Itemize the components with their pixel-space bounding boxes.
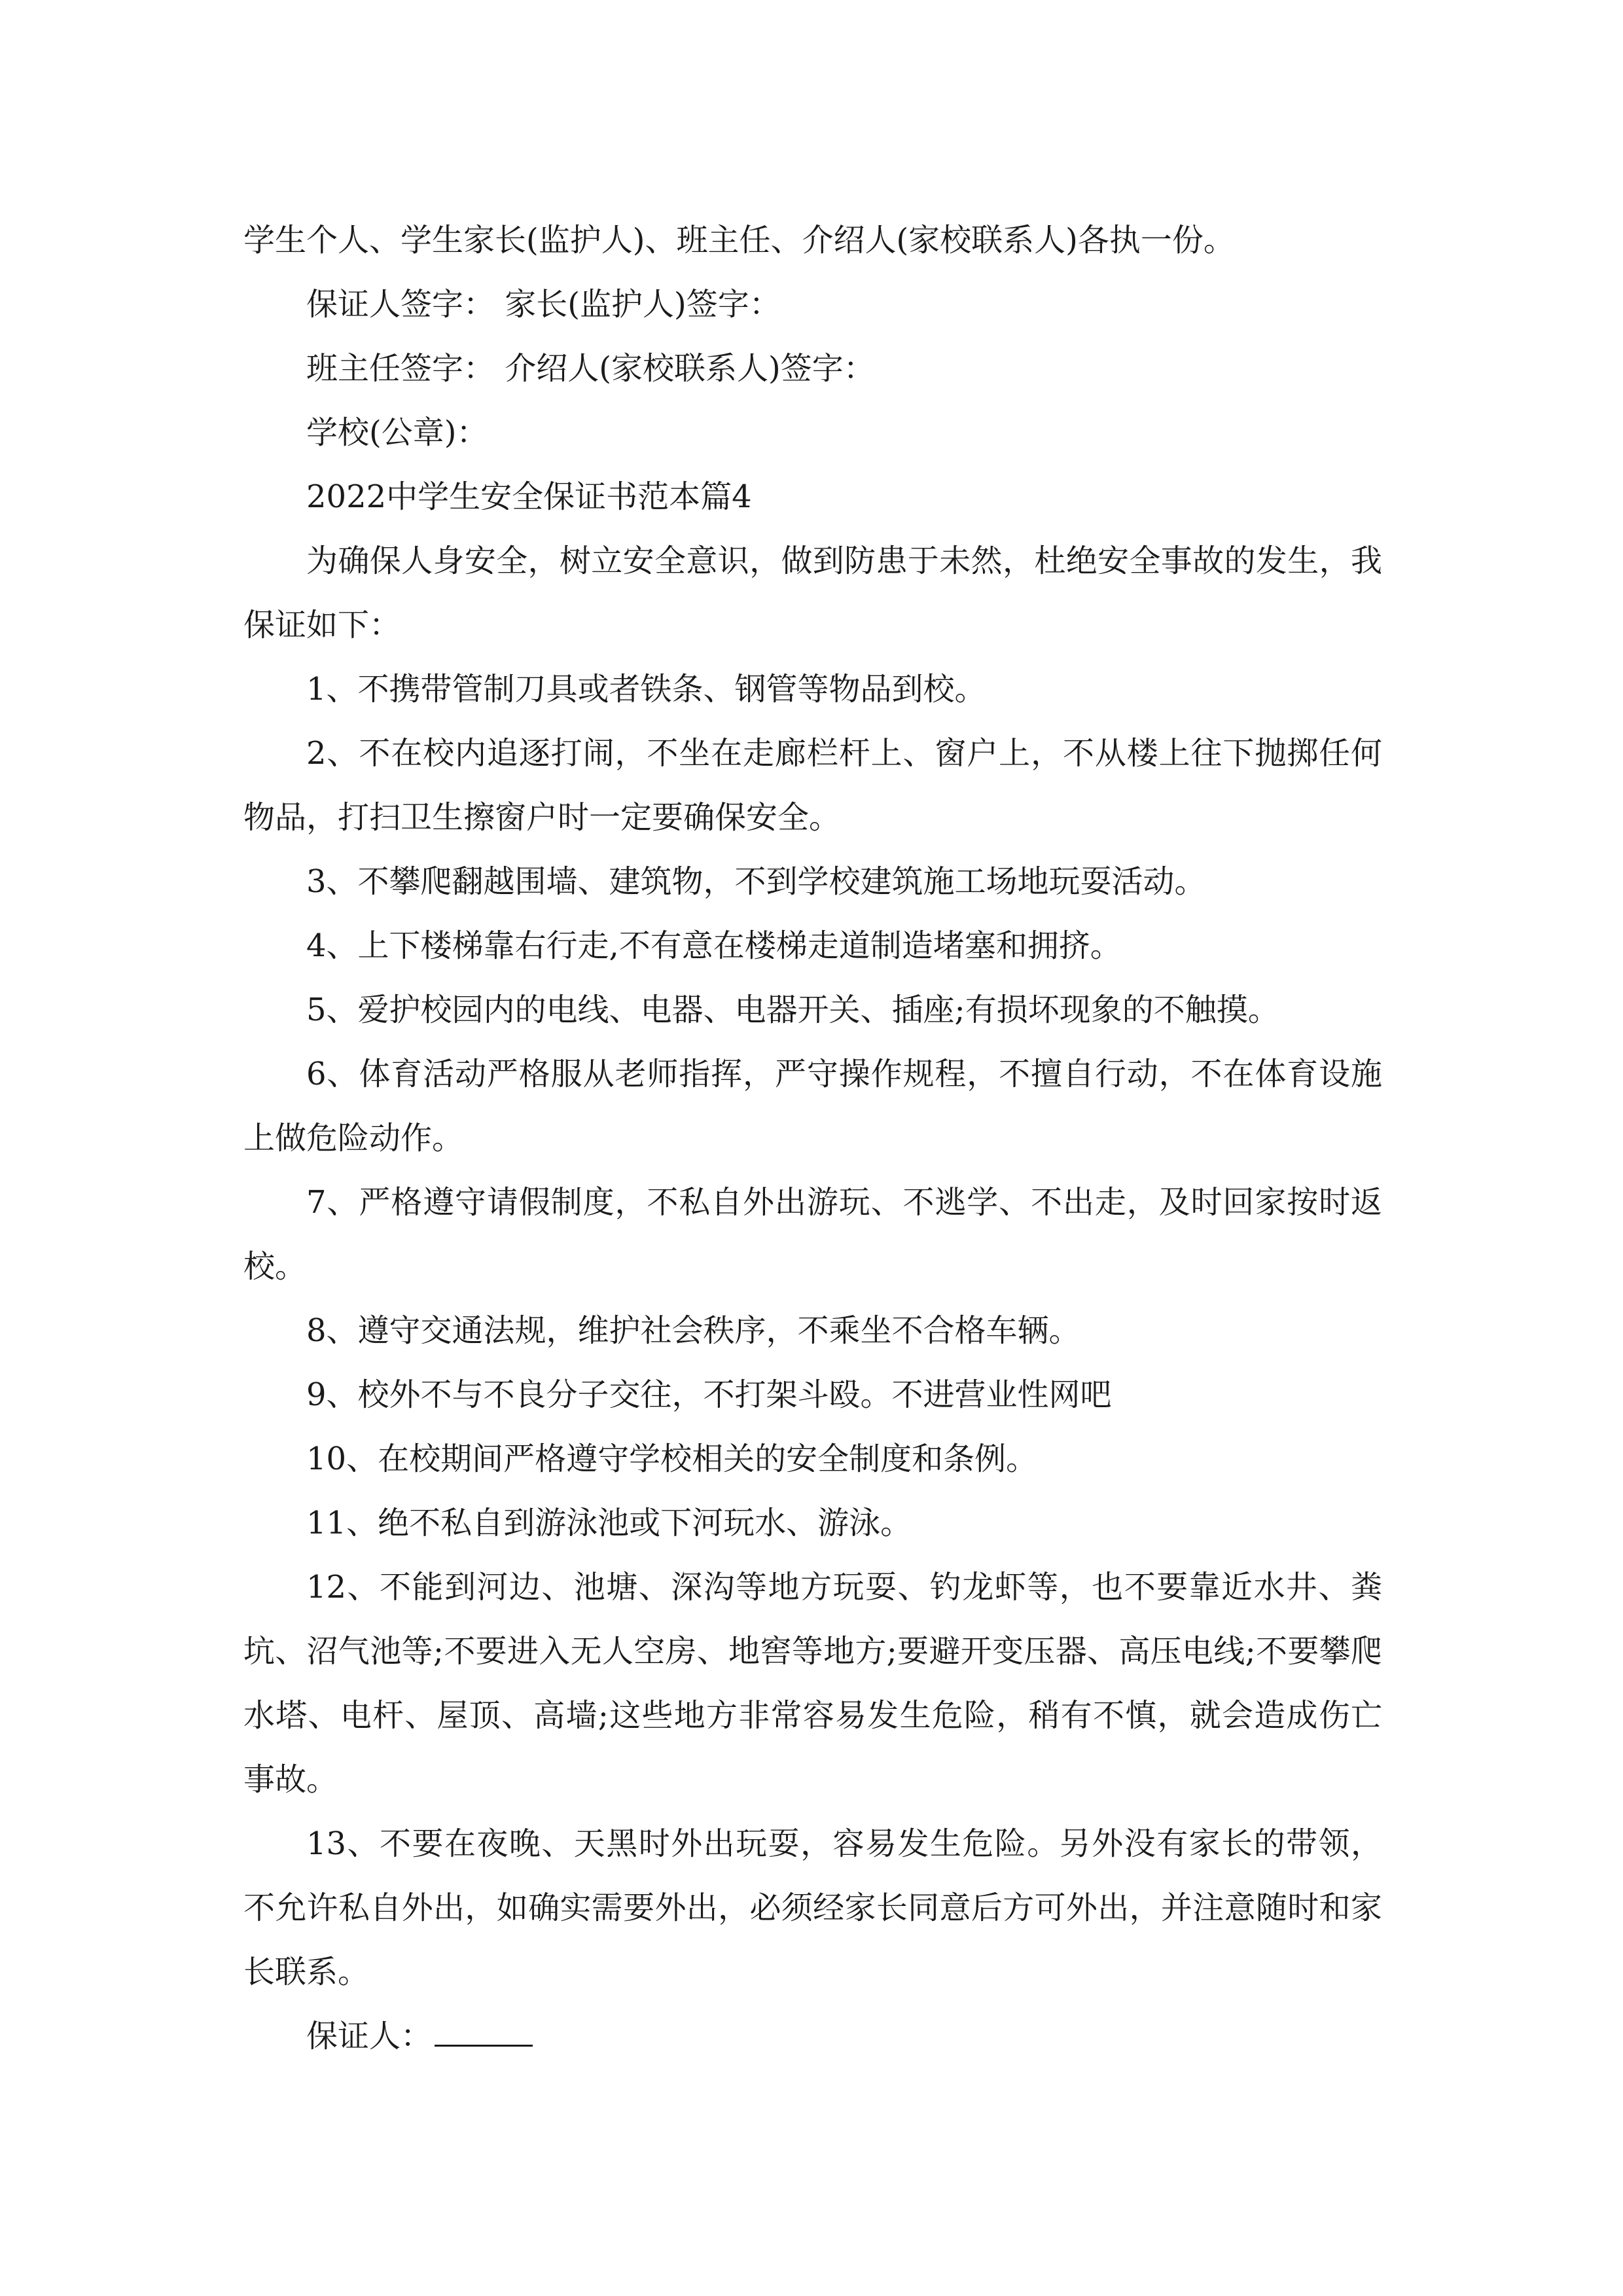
signature-line-school-seal: 学校(公章)： xyxy=(306,414,488,451)
list-item: 1、不携带管制刀具或者铁条、钢管等物品到校。 xyxy=(306,671,986,708)
list-item: 10、在校期间严格遵守学校相关的安全制度和条例。 xyxy=(306,1441,1038,1477)
list-item: 9、校外不与不良分子交往，不打架斗殴。不进营业性网吧 xyxy=(306,1376,1112,1413)
list-item: 11、绝不私自到游泳池或下河玩水、游泳。 xyxy=(306,1505,912,1541)
signature-line-teacher-introducer: 班主任签字： 介绍人(家校联系人)签字： xyxy=(306,350,875,387)
list-item: 7、严格遵守请假制度，不私自外出游玩、不逃学、不出走，及时回家按时返校。 xyxy=(243,1184,1382,1285)
list-item: 6、体育活动严格服从老师指挥，严守操作规程，不擅自行动，不在体育设施上做危险动作。 xyxy=(243,1056,1382,1157)
list-item: 3、不攀爬翻越围墙、建筑物，不到学校建筑施工场地玩耍活动。 xyxy=(306,863,1206,900)
guarantor-signature-line xyxy=(243,2004,1382,2068)
document-page xyxy=(243,208,1382,2068)
signature-blank xyxy=(435,2018,533,2047)
opening-paragraph: 为确保人身安全，树立安全意识，做到防患于未然，杜绝安全事故的发生，我保证如下： xyxy=(243,543,1382,643)
list-item: 2、不在校内追逐打闹，不坐在走廊栏杆上、窗户上，不从楼上往下抛掷任何物品，打扫卫生擦窗户时一定要确保安全。 xyxy=(243,735,1382,836)
guarantor-label: 保证人： xyxy=(306,2018,433,2054)
signature-line-guarantor-parent: 保证人签字： 家长(监护人)签字： xyxy=(306,286,781,323)
intro-tail: 学生个人、学生家长(监护人)、班主任、介绍人(家校联系人)各执一份。 xyxy=(243,222,1235,259)
list-item: 4、上下楼梯靠右行走,不有意在楼梯走道制造堵塞和拥挤。 xyxy=(306,927,1122,964)
list-item: 5、爱护校园内的电线、电器、电器开关、插座;有损坏现象的不触摸。 xyxy=(306,992,1279,1028)
list-item: 13、不要在夜晚、天黑时外出玩耍，容易发生危险。另外没有家长的带领，不允许私自外出，如确实需要外出，必须经家长同意后方可外出，并注意随时和家长联系。 xyxy=(243,1825,1382,1990)
list-item: 12、不能到河边、池塘、深沟等地方玩耍、钓龙虾等，也不要靠近水井、粪坑、沼气池等;不要进入无人空房、地窖等地方;要避开变压器、高压电线;不要攀爬水塔、电杆、屋顶、高墙;这些地方非常容易发生危险，稍有不慎，就会造成伤亡事故。 xyxy=(243,1569,1382,1798)
list-item: 8、遵守交通法规，维护社会秩序，不乘坐不合格车辆。 xyxy=(306,1312,1080,1349)
section-title: 2022中学生安全保证书范本篇4 xyxy=(306,478,752,515)
